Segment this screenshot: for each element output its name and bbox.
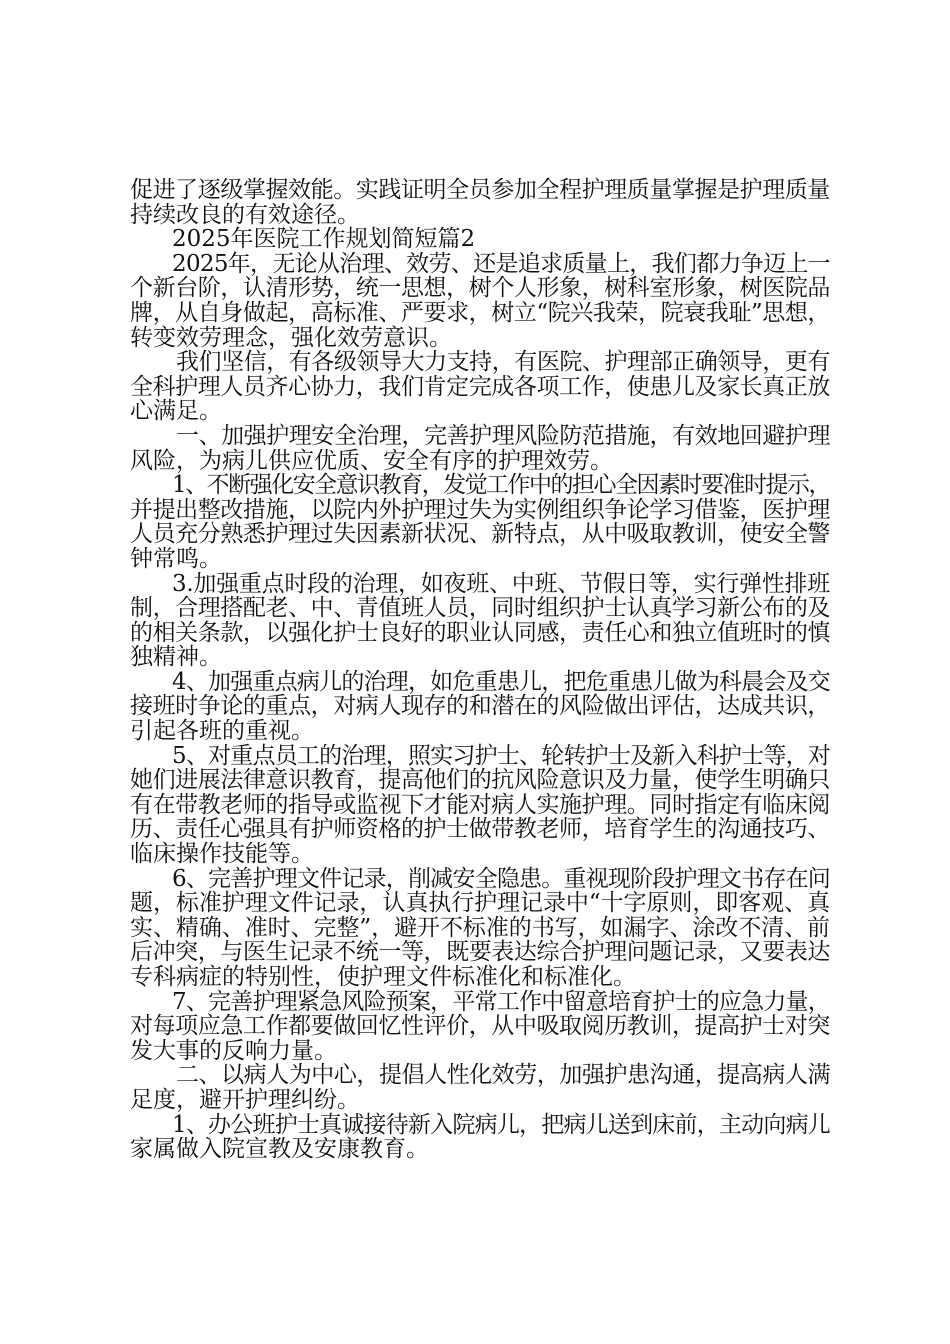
paragraph xyxy=(130,424,830,473)
text-line-content: 后冲突，与医生记录不统一等，既要表达综合护理问题记录，又要表达 xyxy=(130,939,831,966)
text-line-content: 2025年医院工作规划简短篇2 xyxy=(172,226,476,253)
text-line xyxy=(130,744,830,769)
text-line-content: 个新台阶，认清形势，统一思想，树个人形象，树科室形象，树医院品 xyxy=(130,275,831,302)
text-line-content: 钟常鸣。 xyxy=(130,545,222,572)
text-line xyxy=(130,1137,830,1162)
text-line xyxy=(130,719,830,744)
text-line-content: 一、加强护理安全治理，完善护理风险防范措施，有效地回避护理 xyxy=(176,422,831,449)
text-line xyxy=(130,375,830,400)
text-line-content: 牌，从自身做起，高标准、严要求，树立“院兴我荣，院衰我耻”思想， xyxy=(130,299,830,326)
text-line-content: 全科护理人员齐心协力，我们肯定完成各项工作，使患儿及家长真正放 xyxy=(130,373,831,400)
paragraph xyxy=(130,572,830,670)
document-body xyxy=(130,178,830,1162)
paragraph xyxy=(130,252,830,350)
text-line-content: 临床操作技能等。 xyxy=(130,841,314,868)
paragraph xyxy=(130,744,830,867)
text-line-content: 促进了逐级掌握效能。实践证明全员参加全程护理质量掌握是护理质量 xyxy=(130,177,831,203)
text-line-content: 她们进展法律意识教育，提高他们的抗风险意识及力量，使学生明确只 xyxy=(130,767,831,794)
text-line-content: 引起各班的重视。 xyxy=(130,718,314,745)
text-line xyxy=(130,670,830,695)
text-line-content: 发大事的反响力量。 xyxy=(130,1037,337,1064)
text-line xyxy=(130,793,830,818)
text-line xyxy=(130,694,830,719)
text-line xyxy=(130,572,830,597)
text-line xyxy=(130,522,830,547)
text-line-content: 心满足。 xyxy=(130,398,222,425)
text-line-content: 历、责任心强具有护师资格的护士做带教老师，培育学生的沟通技巧、 xyxy=(130,816,831,843)
text-line-content: 题，标准护理文件记录，认真执行护理记录中“十字原则，即客观、真 xyxy=(130,890,830,917)
text-line-content: 风险，为病儿供应优质、安全有序的护理效劳。 xyxy=(130,447,613,474)
text-line-content: 7、完善护理紧急风险预案，平常工作中留意培育护士的应急力量， xyxy=(172,988,830,1015)
paragraph xyxy=(130,867,830,990)
text-line xyxy=(130,645,830,670)
text-line xyxy=(130,1014,830,1039)
text-line-content: 实、精确、准时、完整”，避开不标准的书写，如漏字、涂改不清、前 xyxy=(130,914,830,941)
text-line xyxy=(130,1088,830,1113)
text-line xyxy=(130,621,830,646)
text-line-content: 的相关条款，以强化护士良好的职业认同感，责任心和独立值班时的慎 xyxy=(130,619,831,646)
text-line xyxy=(130,842,830,867)
text-line xyxy=(130,990,830,1015)
text-line xyxy=(130,350,830,375)
text-line xyxy=(130,424,830,449)
text-line-content: 1、办公班护士真诚接待新入院病儿，把病儿送到床前，主动向病儿 xyxy=(172,1111,830,1138)
text-line-content: 2025年，无论从治理、效劳、还是追求质量上，我们都力争迈上一 xyxy=(172,250,830,277)
text-line xyxy=(130,498,830,523)
text-line xyxy=(130,301,830,326)
text-line xyxy=(130,203,830,228)
text-line xyxy=(130,276,830,301)
paragraph xyxy=(130,227,830,252)
paragraph xyxy=(130,350,830,424)
text-line-content: 我们坚信，有各级领导大力支持，有医院、护理部正确领导，更有 xyxy=(176,349,831,376)
text-line-content: 对每项应急工作都要做回忆性评价，从中吸取阅历教训，提高护士对突 xyxy=(130,1013,831,1040)
text-line-content: 专科病症的特别性，使护理文件标准化和标准化。 xyxy=(130,964,636,990)
text-line xyxy=(130,940,830,965)
text-line xyxy=(130,768,830,793)
text-line-content: 持续改良的有效途径。 xyxy=(130,201,360,228)
text-line xyxy=(130,547,830,572)
text-line-content: 4、加强重点病儿的治理，如危重患儿，把危重患儿做为科晨会及交 xyxy=(172,668,830,695)
paragraph xyxy=(130,990,830,1064)
text-line-content: 6、完善护理文件记录，削减安全隐患。重视现阶段护理文书存在问 xyxy=(172,865,830,892)
text-line xyxy=(130,1113,830,1138)
text-line-content: 人员充分熟悉护理过失因素新状况、新特点，从中吸取教训，使安全警 xyxy=(130,521,831,548)
paragraph xyxy=(130,670,830,744)
text-line-content: 3.加强重点时段的治理，如夜班、中班、节假日等，实行弹性排班 xyxy=(172,570,830,597)
text-line-content: 接班时争论的重点，对病人现存的和潜在的风险做出评估，达成共识， xyxy=(130,693,831,720)
text-line-content: 足度，避开护理纠纷。 xyxy=(130,1086,360,1113)
text-line-content: 1、不断强化安全意识教育，发觉工作中的担心全因素时要准时提示， xyxy=(172,472,830,499)
text-line-content: 家属做入院宣教及安康教育。 xyxy=(130,1136,429,1163)
text-line xyxy=(130,817,830,842)
text-line xyxy=(130,965,830,990)
paragraph xyxy=(130,1113,830,1162)
paragraph xyxy=(130,473,830,571)
text-line xyxy=(130,473,830,498)
text-line xyxy=(130,399,830,424)
paragraph xyxy=(130,1063,830,1112)
text-line xyxy=(130,178,830,203)
text-line xyxy=(130,867,830,892)
text-line xyxy=(130,227,830,252)
text-line xyxy=(130,891,830,916)
text-line xyxy=(130,449,830,474)
text-line-content: 制，合理搭配老、中、青值班人员，同时组织护士认真学习新公布的及 xyxy=(130,595,831,622)
text-line-content: 转变效劳理念，强化效劳意识。 xyxy=(130,324,452,351)
text-line-content: 有在带教老师的指导或监视下才能对病人实施护理。同时指定有临床阅 xyxy=(130,791,831,818)
text-line xyxy=(130,916,830,941)
text-line-content: 独精神。 xyxy=(130,644,222,671)
text-line xyxy=(130,252,830,277)
paragraph xyxy=(130,178,830,227)
text-line-content: 二、以病人为中心，提倡人性化效劳，加强护患沟通，提高病人满 xyxy=(176,1062,831,1089)
text-line xyxy=(130,1063,830,1088)
text-line-content: 5、对重点员工的治理，照实习护士、轮转护士及新入科护士等，对 xyxy=(172,742,830,769)
text-line xyxy=(130,1039,830,1064)
text-line-content: 并提出整改措施，以院内外护理过失为实例组织争论学习借鉴，医护理 xyxy=(130,496,831,523)
text-line xyxy=(130,326,830,351)
text-line xyxy=(130,596,830,621)
